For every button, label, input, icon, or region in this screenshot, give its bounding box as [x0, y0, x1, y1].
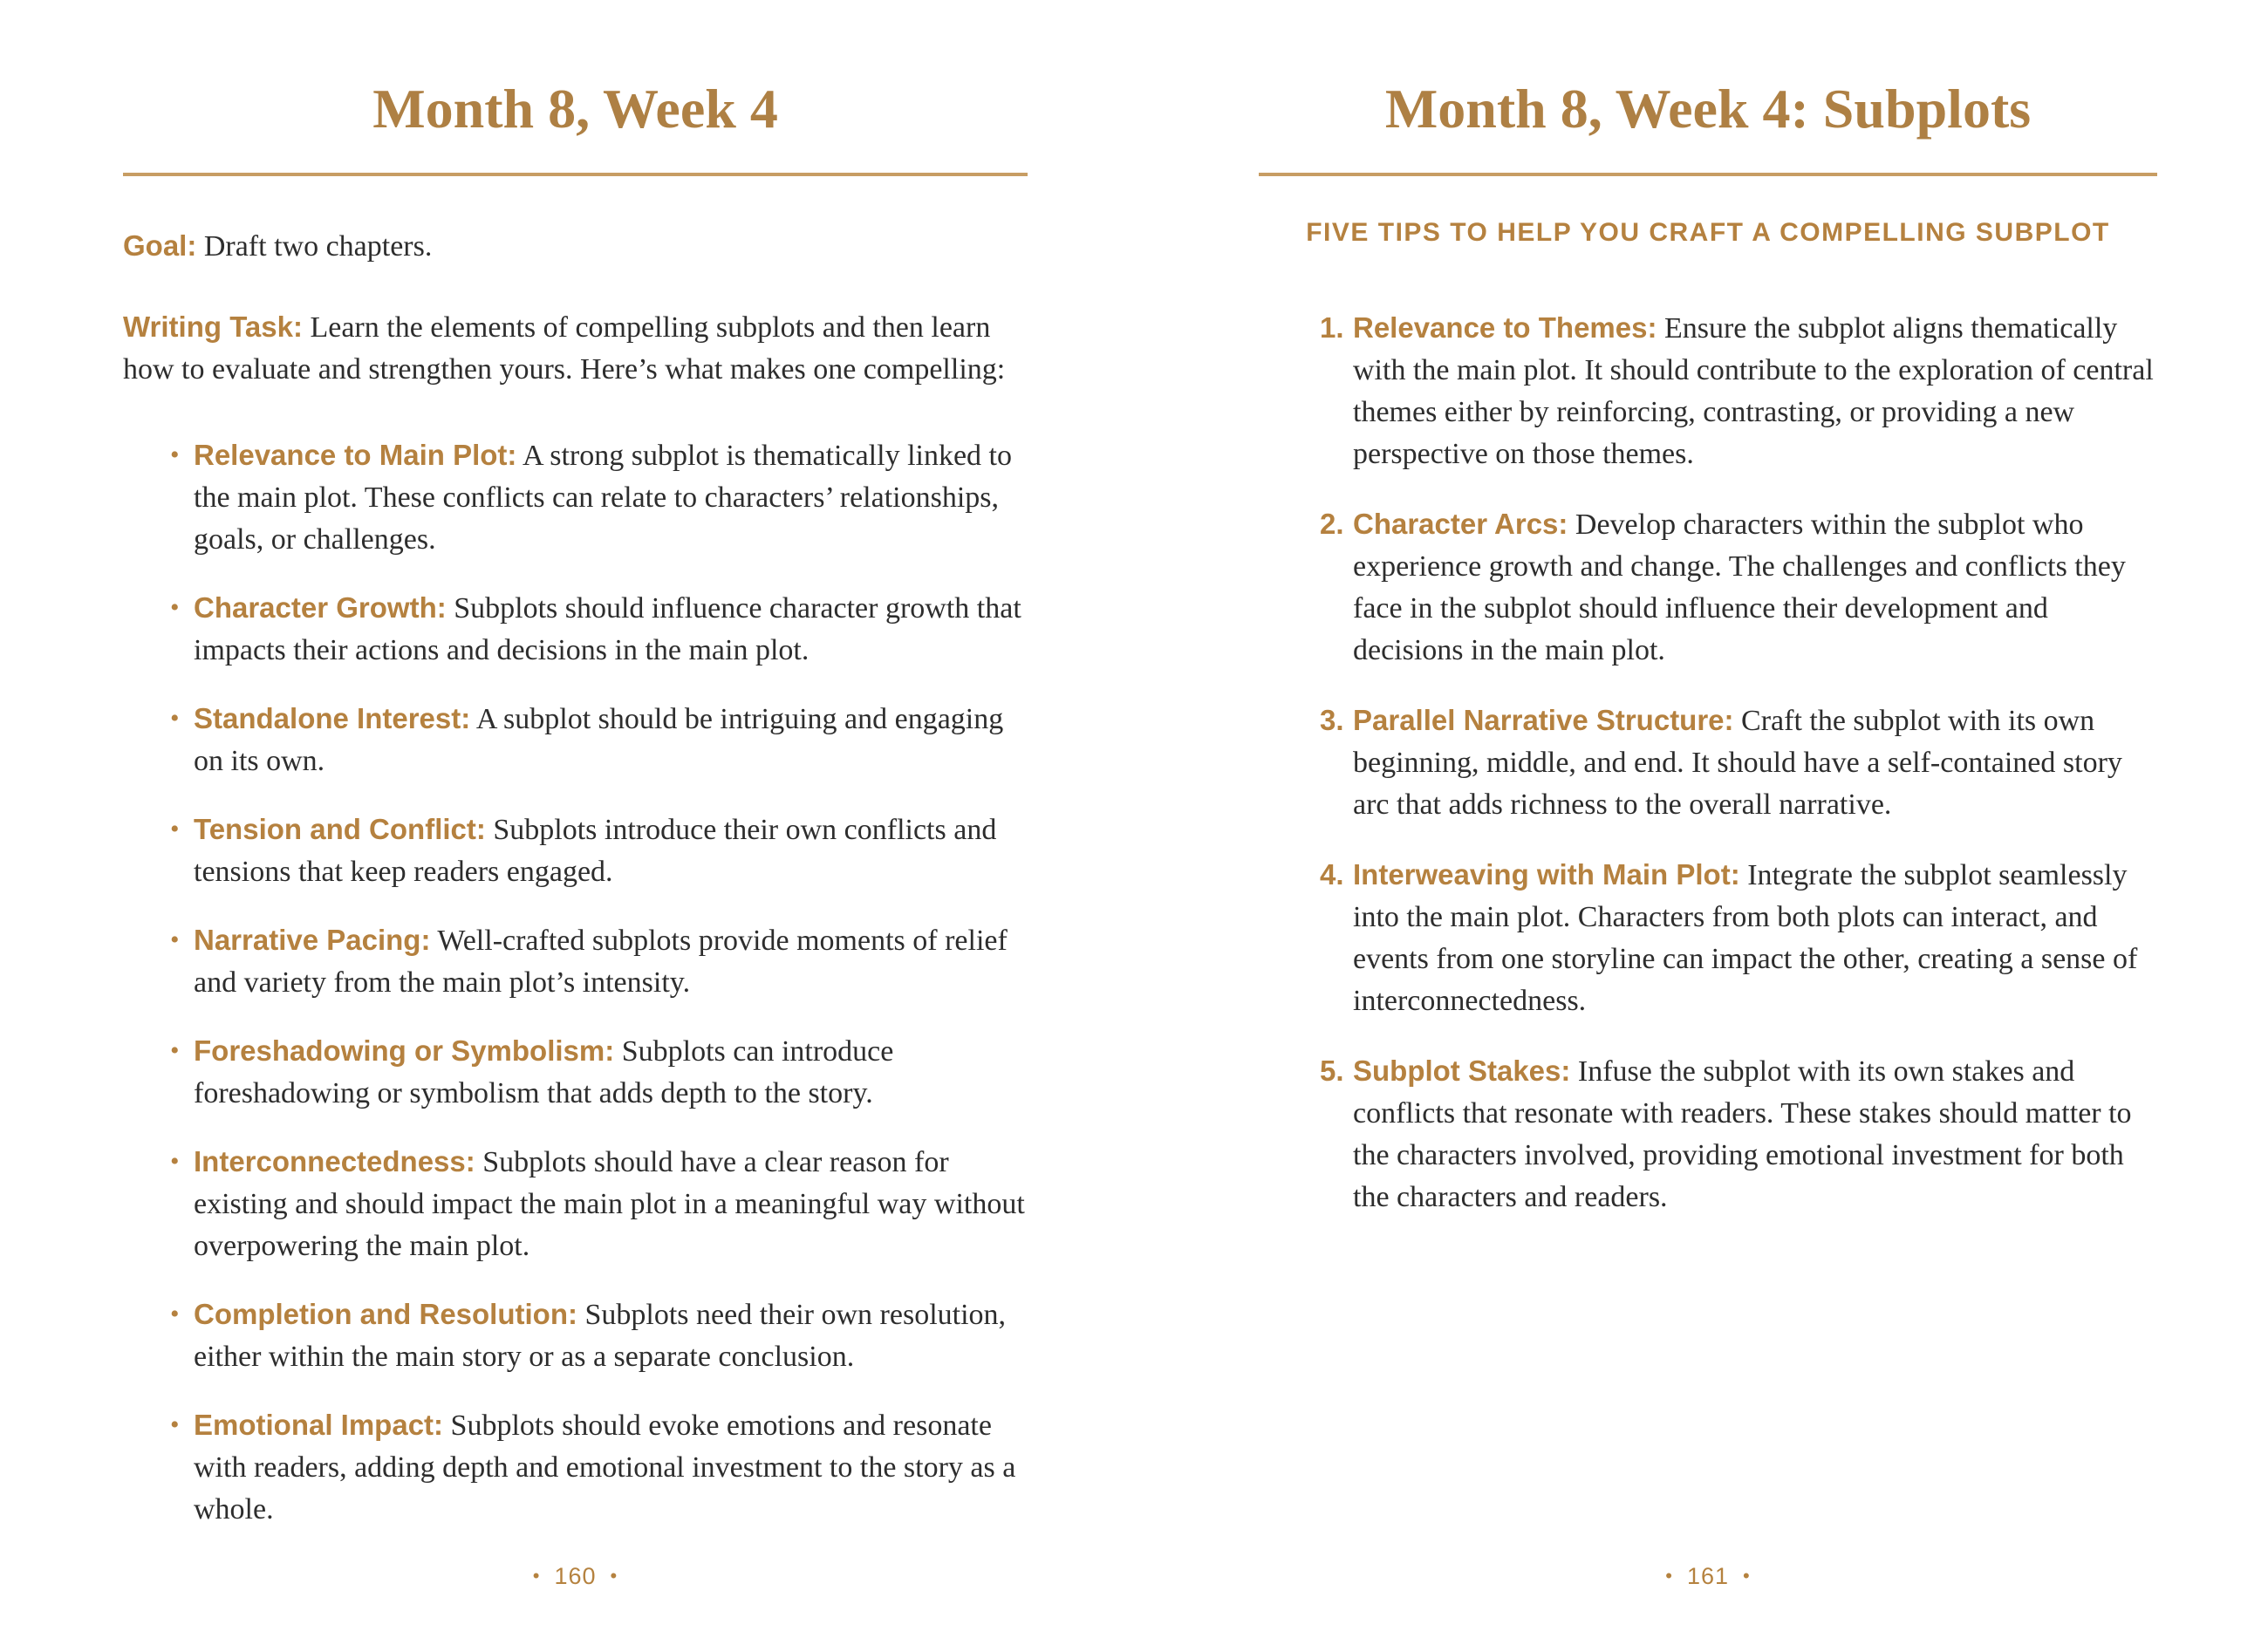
- right-page: [1259, 0, 2157, 1645]
- list-item-number: 3.: [1320, 704, 1344, 737]
- list-item-text: Subplots should influence character growth that impacts their actions and decisions in the main plot.: [194, 592, 1021, 667]
- right-page-title: Month 8, Week 4: Subplots: [1384, 78, 2032, 140]
- page-number-value: 161: [1686, 1563, 1730, 1589]
- page-number-dot: •: [610, 1565, 618, 1587]
- page-number-dot: •: [532, 1565, 541, 1587]
- list-item-lead: Subplot Stakes:: [1353, 1055, 1571, 1088]
- list-item-number: 5.: [1320, 1055, 1344, 1088]
- writing-task-text: Learn the elements of compelling subplots and then learn how to evaluate and strengthen yours. Here’s what makes one compelling:: [123, 311, 1006, 386]
- list-item-text: A subplot should be intriguing and engaging on its own.: [194, 703, 1004, 778]
- list-item-text: Subplots should have a clear reason for existing and should impact the main plot in a meaningful way without overpowering the main plot.: [194, 1146, 1025, 1263]
- subplot-elements-list: [123, 434, 1028, 1531]
- writing-task-paragraph: [123, 306, 1028, 391]
- right-title-rule: [1259, 173, 2157, 176]
- subplot-tips-list: [1259, 307, 2157, 1218]
- list-item-text: Subplots can introduce foreshadowing or symbolism that adds depth to the story.: [194, 1035, 894, 1110]
- list-item-lead: Standalone Interest:: [194, 702, 471, 735]
- left-page-title: Month 8, Week 4: [372, 78, 778, 140]
- right-page-number: [1259, 1563, 2157, 1590]
- list-item: [123, 1030, 1028, 1115]
- list-item-text: Integrate the subplot seamlessly into the main plot. Characters from both plots can interact, and events from one storyline can impact the other, creating a sense of interconnectedness.: [1353, 859, 2138, 1018]
- five-tips-heading: FIVE TIPS TO HELP YOU CRAFT A COMPELLING SUBPLOT: [1306, 218, 2110, 248]
- list-item: [123, 919, 1028, 1004]
- left-page: [123, 0, 1028, 1645]
- list-item-lead: Parallel Narrative Structure:: [1353, 704, 1734, 737]
- bullet-icon: •: [170, 925, 180, 955]
- list-item-lead: Tension and Conflict:: [194, 813, 486, 846]
- list-item-text: Infuse the subplot with its own stakes and conflicts that resonate with readers. These stakes should matter to the characters involved, providing emotional investment for both the characters and readers.: [1353, 1055, 2132, 1214]
- bullet-icon: •: [170, 1036, 180, 1066]
- list-item-lead: Character Growth:: [194, 591, 447, 625]
- list-item-lead: Relevance to Main Plot:: [194, 439, 517, 472]
- page-number-dot: •: [1665, 1565, 1673, 1587]
- writing-task-label: Writing Task:: [123, 311, 303, 344]
- bullet-icon: •: [170, 440, 180, 470]
- list-item-text: Craft the subplot with its own beginning, middle, and end. It should have a self-contained story arc that adds richness to the overall narrative.: [1353, 705, 2122, 822]
- list-item-text: Subplots need their own resolution, either within the main story or as a separate conclusion.: [194, 1299, 1007, 1374]
- list-item-lead: Narrative Pacing:: [194, 924, 431, 957]
- list-item-text: A strong subplot is thematically linked to the main plot. These conflicts can relate to characters’ relationships, goals, or challenges.: [194, 440, 1012, 556]
- list-item-lead: Interconnectedness:: [194, 1145, 475, 1178]
- list-item-number: 1.: [1320, 311, 1344, 345]
- list-item-text: Well-crafted subplots provide moments of relief and variety from the main plot’s intensity.: [194, 925, 1008, 1000]
- list-item: [1259, 1050, 2157, 1218]
- list-item: [123, 434, 1028, 561]
- list-item-text: Develop characters within the subplot who experience growth and change. The challenges and conflicts they face in the subplot should influence their development and decisions in the main plot.: [1353, 509, 2126, 667]
- list-item-lead: Foreshadowing or Symbolism:: [194, 1034, 615, 1068]
- list-item-number: 2.: [1320, 508, 1344, 541]
- list-item-text: Ensure the subplot aligns thematically with the main plot. It should contribute to the exploration of central themes either by reinforcing, contrasting, or providing a new perspective on those themes.: [1353, 312, 2154, 471]
- list-item-lead: Interweaving with Main Plot:: [1353, 858, 1740, 891]
- list-item: [1259, 503, 2157, 672]
- bullet-icon: •: [170, 704, 180, 734]
- list-item: [123, 1141, 1028, 1267]
- goal-text: Draft two chapters.: [203, 230, 433, 263]
- list-item-text: Subplots should evoke emotions and resonate with readers, adding depth and emotional investment to the story as a whole.: [194, 1410, 1016, 1526]
- list-item: [123, 809, 1028, 893]
- left-page-number: [123, 1563, 1028, 1590]
- page-number-value: 160: [554, 1563, 597, 1589]
- bullet-icon: •: [170, 1410, 180, 1440]
- list-item: [1259, 307, 2157, 475]
- list-item-lead: Completion and Resolution:: [194, 1298, 577, 1331]
- list-item: [123, 1293, 1028, 1378]
- list-item-text: Subplots introduce their own conflicts and tensions that keep readers engaged.: [194, 814, 997, 889]
- list-item-lead: Character Arcs:: [1353, 508, 1568, 541]
- goal-label: Goal:: [123, 229, 197, 263]
- goal-line: [123, 225, 1028, 268]
- list-item-lead: Relevance to Themes:: [1353, 311, 1657, 345]
- bullet-icon: •: [170, 815, 180, 844]
- list-item: [123, 587, 1028, 672]
- list-item: [123, 1404, 1028, 1531]
- page-number-dot: •: [1743, 1565, 1751, 1587]
- bullet-icon: •: [170, 1147, 180, 1177]
- bullet-icon: •: [170, 1300, 180, 1329]
- bullet-icon: •: [170, 593, 180, 623]
- list-item: [1259, 700, 2157, 826]
- list-item: [1259, 854, 2157, 1022]
- list-item: [123, 698, 1028, 782]
- list-item-lead: Emotional Impact:: [194, 1409, 444, 1442]
- left-title-rule: [123, 173, 1028, 176]
- list-item-number: 4.: [1320, 858, 1344, 891]
